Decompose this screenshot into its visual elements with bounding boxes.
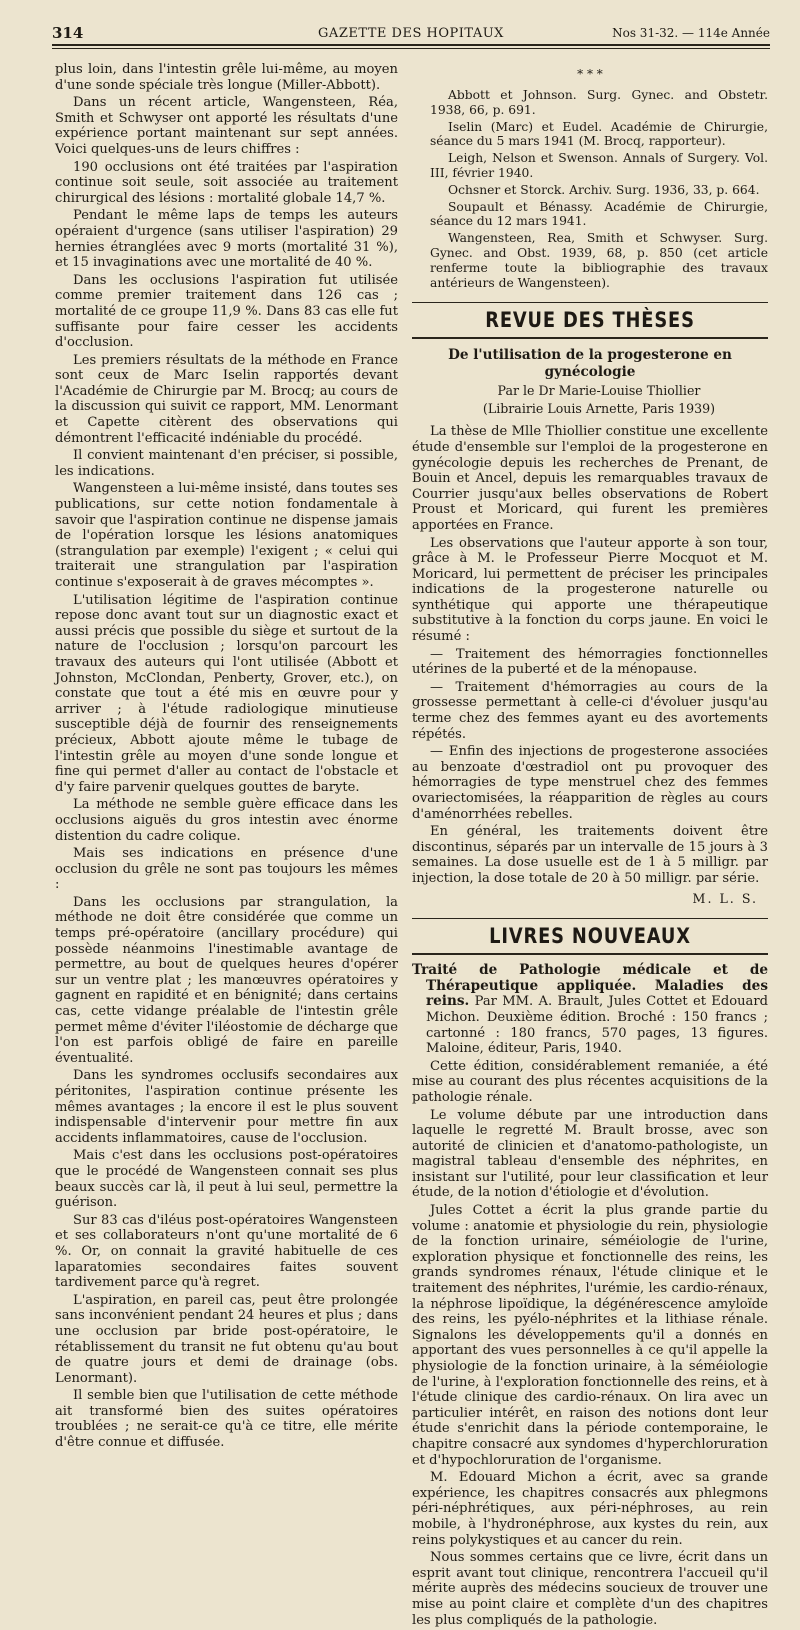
paragraph: Nous sommes certains que ce livre, écrit dans un esprit avant tout clinique, rencontrera l'accueil qu'il mérite auprès des médecins soucieux de trouver une mise au point claire et complète d'un des chapitres les plus compliqués de la pathologie. xyxy=(412,1550,768,1628)
paragraph: La thèse de Mlle Thiollier constitue une excellente étude d'ensemble sur l'emploi de la progesterone en gynécologie depuis les recherches de Prenant, de Bouin et Ancel, depuis les remarquables travaux de Courrier jusqu'aux belles observations de Robert Proust et Moricard, qui furent les premières apportées en France. xyxy=(412,424,768,533)
reference-item: Wangensteen, Rea, Smith et Schwyser. Surg. Gynec. and Obst. 1939, 68, p. 850 (cet article renferme toute la bibliographie des travaux antérieurs de Wangensteen). xyxy=(430,231,768,290)
page-number: 314 xyxy=(52,24,84,42)
paragraph: Dans les occlusions l'aspiration fut utilisée comme premier traitement dans 126 cas ; mortalité de ce groupe 11,9 %. Dans 83 cas elle fut suffisante pour faire cesser les accidents d'occlusion. xyxy=(55,272,398,351)
paragraph: En général, les traitements doivent être discontinus, séparés par un intervalle de 15 jours à 3 semaines. La dose usuelle est de 1 à 5 milligr. par injection, la dose totale de 20 à 50 milligr. par série. xyxy=(412,824,768,886)
paragraph: Il semble bien que l'utilisation de cette méthode ait transformé bien des suites opératoires troublées ; ne serait-ce qu'à ce titre, elle mérite d'être connue et diffusée. xyxy=(55,1388,398,1451)
reference-item: Ochsner et Storck. Archiv. Surg. 1936, 33, p. 664. xyxy=(448,182,760,197)
book-title: Traité de Pathologie médicale et de Thérapeutique appliquée. Maladies des reins. xyxy=(412,962,768,1010)
thesis-author: Par le Dr Marie-Louise Thiollier xyxy=(497,383,701,399)
paragraph: plus loin, dans l'intestin grêle lui-même, au moyen d'une sonde spéciale très longue (Miller-Abbott). xyxy=(55,62,398,93)
paragraph: L'aspiration, en pareil cas, peut être prolongée sans inconvénient pendant 24 heures et plus ; dans une occlusion par bride post-opératoire, le rétablissement du transit ne fut obtenu qu'au bout de quatre jours et demi de drainage (obs. Lenormant). xyxy=(55,1292,398,1386)
left-column xyxy=(55,62,398,1453)
paragraph: — Traitement des hémorragies fonctionnelles utérines de la puberté et de la ménopause. xyxy=(412,646,768,678)
paragraph: Les premiers résultats de la méthode en France sont ceux de Marc Iselin rapportés devant l'Académie de Chirurgie par M. Brocq; au cours de la discussion qui suivit ce rapport, MM. Lenormant et Capette citèrent des observations qui démontrent l'efficacité indéniable du procédé. xyxy=(55,352,398,446)
paragraph: Jules Cottet a écrit la plus grande partie du volume : anatomie et physiologie du rein, physiologie de la fonction urinaire, séméiologie de l'urine, exploration physique et fonctionnelle des reins, les grands syndromes rénaux, l'étude clinique et le traitement des néphrites, l'urémie, les cardio-rénaux, la néphrose lipoïdique, la dégénérescence amyloïde des reins, les pyélo-néphrites et la lithiase rénale. Signalons les développements qu'il a donnés en apportant des vues personnelles à ce qu'il appelle la physiologie de la fonction urinaire, à la séméiologie de l'urine, à l'exploration fonctionnelle des reins, et à l'étude clinique des cardio-rénaux. On lira avec un particulier intérêt, en raison des notions dont leur étude s'enrichit dans la période contemporaine, le chapitre consacré aux syndomes d'hyperchloruration et d'hypochloruration de l'organisme. xyxy=(412,1203,768,1468)
paragraph: 190 occlusions ont été traitées par l'aspiration continue soit seule, soit associée au traitement chirurgical des lésions : mortalité globale 14,7 %. xyxy=(55,159,398,206)
reference-item: Soupault et Bénassy. Académie de Chirurgie, séance du 12 mars 1941. xyxy=(430,199,768,229)
paragraph: Il convient maintenant d'en préciser, si possible, les indications. xyxy=(55,448,398,479)
paragraph: Wangensteen a lui-même insisté, dans toutes ses publications, sur cette notion fondamentale à savoir que l'aspiration continue ne dispense jamais de l'opération lorsque les lésions anatomiques (strangulation par exemple) l'exigent ; « celui qui traiterait une strangulation par l'aspiration continue s'exposerait à de graves mécomptes ». xyxy=(55,481,398,590)
journal-title: GAZETTE DES HOPITAUX xyxy=(318,26,504,41)
thesis-title: De l'utilisation de la progesterone en gynécologie xyxy=(448,347,732,381)
paragraph: — Traitement d'hémorragies au cours de la grossesse permettant à celle-ci d'évoluer jusqu'au terme chez des femmes ayant eu des avortements répétés. xyxy=(412,679,768,742)
section-rule xyxy=(412,302,768,303)
section-rule xyxy=(412,337,768,339)
section-rule xyxy=(412,918,768,919)
paragraph: Dans un récent article, Wangensteen, Réa, Smith et Schwyser ont apporté les résultats d'une expérience portant maintenant sur sept années. Voici quelques-uns de leurs chiffres : xyxy=(55,95,398,157)
header-rule xyxy=(52,48,770,49)
running-header xyxy=(52,14,770,46)
paragraph: Mais c'est dans les occlusions post-opératoires que le procédé de Wangensteen connait ses plus beaux succès car là, il peut à lui seul, permettre la guérison. xyxy=(55,1148,398,1211)
paragraph: M. Edouard Michon a écrit, avec sa grande expérience, les chapitres consacrés aux phlegmons péri-néphrétiques, aux péri-néphroses, au rein mobile, à l'hydronéphrose, aux kystes du rein, aux reins polykystiques et au cancer du rein. xyxy=(412,1470,768,1548)
paragraph: Dans les occlusions par strangulation, la méthode ne doit être considérée que comme un temps pré-opératoire (ancillary procédure) qui possède néanmoins l'inestimable avantage de permettre, au bout de quelques heures d'opérer sur un ventre plat ; les manœuvres opératoires y gagnent en rapidité et en bénignité; dans certains cas, cette vidange préalable de l'intestin grêle permet même d'éviter l'iléostomie de décharge que l'on est parfois obligé de faire en pareille éventualité. xyxy=(55,894,398,1066)
section-header-theses xyxy=(412,302,768,339)
paragraph: Pendant le même laps de temps les auteurs opéraient d'urgence (sans utiliser l'aspiration) 29 hernies étranglées avec 9 morts (mortalité 31 %), et 15 invaginations avec une mortalité de 40 %. xyxy=(55,208,398,271)
thesis-publisher: (Librairie Louis Arnette, Paris 1939) xyxy=(482,400,716,416)
right-column xyxy=(412,62,768,1630)
paragraph: Sur 83 cas d'iléus post-opératoires Wangensteen et ses collaborateurs n'ont qu'une mortalité de 6 %. Or, on connait la gravité habituelle de ces laparatomies secondaires faites souvent tardivement parce qu'à regret. xyxy=(55,1212,398,1291)
issue-number: Nos 31-32. — 114e Année xyxy=(612,26,770,40)
reference-item: Leigh, Nelson et Swenson. Annals of Surgery. Vol. III, février 1940. xyxy=(430,151,768,180)
book-byline: Par MM. A. Brault, Jules Cottet et Edouard Michon. Deuxième édition. Broché : 150 francs ; cartonné : 180 francs, 570 pages, 13 figures. Maloine, éditeur, Paris, 1940. xyxy=(426,994,768,1057)
paragraph: Mais ses indications en présence d'une occlusion du grêle ne sont pas toujours les mêmes : xyxy=(55,846,398,893)
section-asterism: * * * xyxy=(577,67,603,81)
paragraph: Le volume débute par une introduction dans laquelle le regretté M. Brault brosse, avec son autorité de clinicien et d'anatomo-pathologiste, un magistral tableau d'ensemble des néphrites, en insistant sur l'utilité, pour leur classification et leur étude, de la notion d'étiologie et d'évolution. xyxy=(412,1107,768,1201)
paragraph: Dans les syndromes occlusifs secondaires aux péritonites, l'aspiration continue présente les mêmes avantages ; la encore il est le plus souvent indispensable d'intervenir pour mettre fin aux accidents inflammatoires, cause de l'occlusion. xyxy=(55,1068,398,1146)
reference-item: Iselin (Marc) et Eudel. Académie de Chirurgie, séance du 5 mars 1941 (M. Brocq, rapporteur). xyxy=(430,119,768,149)
section-header-livres xyxy=(412,918,768,955)
section-title: LIVRES NOUVEAUX xyxy=(489,924,691,949)
book-entry xyxy=(412,963,768,1057)
paragraph: Les observations que l'auteur apporte à son tour, grâce à M. le Professeur Pierre Mocquot et M. Moricard, lui permettent de préciser les principales indications de la progesterone naturelle ou synthétique qui apporte une thérapeutique substitutive à la fonction du corps jaune. En voici le résumé : xyxy=(412,535,768,645)
paragraph: Cette édition, considérablement remaniée, a été mise au courant des plus récentes acquisitions de la pathologie rénale. xyxy=(412,1058,768,1105)
section-title: REVUE DES THÈSES xyxy=(485,308,695,333)
section-rule xyxy=(412,953,768,955)
paragraph: L'utilisation légitime de l'aspiration continue repose donc avant tout sur un diagnostic exact et aussi précis que possible du siège et surtout de la nature de l'occlusion ; lorsqu'on parcourt les travaux des auteurs qui l'ont utilisée (Abbott et Johnston, McClondan, Penberty, Grover, etc.), on constate que tout a été mis en œuvre pour y arriver ; à l'étude radiologique minutieuse susceptible déjà de fournir des renseignements précieux, Abbott ajoute même le tubage de l'intestin grêle au moyen d'une sonde longue et fine qui permet d'aller au contact de l'obstacle et d'y faire parvenir quelques gouttes de baryte. xyxy=(55,592,398,795)
review-signature: M. L. S. xyxy=(692,890,758,906)
reference-item: Abbott et Johnson. Surg. Gynec. and Obstetr. 1938, 66, p. 691. xyxy=(430,88,768,117)
paragraph: La méthode ne semble guère efficace dans les occlusions aiguës du gros intestin avec énorme distention du cadre colique. xyxy=(55,797,398,844)
paragraph: — Enfin des injections de progesterone associées au benzoate d'œstradiol ont pu provoquer des hémorragies de type menstruel chez des femmes ovariectomisées, la réapparition de règles au cours d'aménorrhées rebelles. xyxy=(412,744,768,822)
